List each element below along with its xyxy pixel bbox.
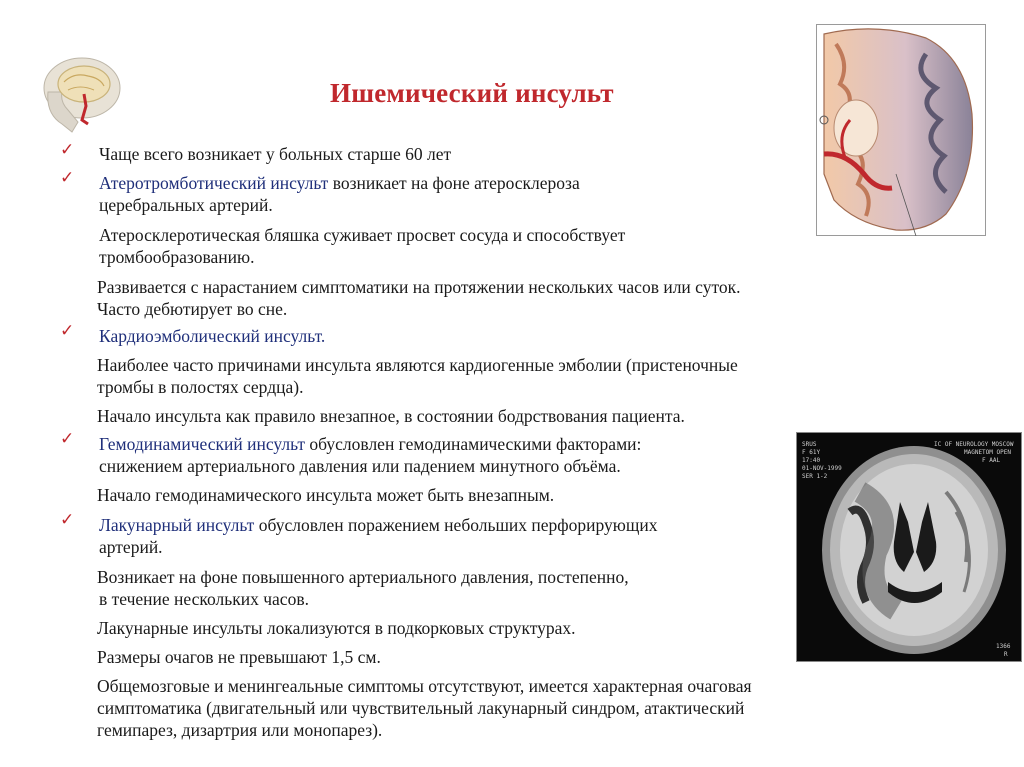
bullet-text [99, 325, 325, 347]
bullet-text-rest: обусловлен поражением небольших перфорирующих [254, 515, 658, 535]
paragraph-text: Наиболее часто причинами инсульта являются кардиогенные эмболии (пристеночные [97, 355, 738, 375]
paragraph-text: Начало инсульта как правило внезапное, в состоянии бодрствования пациента. [97, 406, 685, 426]
stroke-type-term: Кардиоэмболический инсульт. [99, 326, 326, 346]
paragraph-text: Размеры очагов не превышают 1,5 см. [97, 647, 381, 667]
paragraph-text: Начало гемодинамического инсульта может быть внезапным. [97, 485, 555, 505]
svg-text:01-NOV-1999: 01-NOV-1999 [802, 465, 842, 472]
checkmark-icon: ✓ [60, 321, 75, 341]
brain-section-diagram-icon [816, 24, 986, 236]
paragraph-text: гемипарез, дизартрия или монопарез). [97, 720, 383, 740]
paragraph-text: Общемозговые и менингеальные симптомы отсутствуют, имеется характерная очаговая [97, 676, 752, 696]
bullet-text: снижением артериального давления или падением минутного объёма. [99, 456, 621, 476]
bullet-text: артерий. [99, 537, 163, 557]
paragraph-text: Часто дебютирует во сне. [97, 299, 288, 319]
paragraph-text: симптоматика (двигательный или чувствительный лакунарный синдром, атактический [97, 698, 745, 718]
bullet-text [99, 172, 580, 194]
svg-text:R: R [1004, 651, 1008, 658]
stroke-type-term: Гемодинамический инсульт [99, 434, 306, 454]
checkmark-icon: ✓ [60, 140, 75, 160]
paragraph-text: Возникает на фоне повышенного артериального давления, постепенно, [97, 567, 629, 587]
paragraph-text: Развивается с нарастанием симптоматики на протяжении нескольких часов или суток. [97, 277, 741, 297]
svg-text:F 61Y: F 61Y [802, 449, 821, 456]
svg-text:MAGNETOM OPEN: MAGNETOM OPEN [964, 449, 1011, 456]
bullet-text [99, 433, 641, 455]
checkmark-icon: ✓ [60, 429, 75, 449]
checkmark-icon: ✓ [60, 168, 75, 188]
bullet-text-rest: возникает на фоне атеросклероза [328, 173, 580, 193]
svg-text:F AAL: F AAL [982, 457, 1001, 464]
svg-text:SRUS: SRUS [802, 441, 817, 448]
bullet-text [99, 514, 657, 536]
paragraph-text: Атеросклеротическая бляшка суживает просвет сосуда и способствует [99, 225, 626, 245]
svg-text:17:40: 17:40 [802, 457, 821, 464]
bullet-text: Чаще всего возникает у больных старше 60 лет [99, 144, 452, 164]
svg-text:SER 1-2: SER 1-2 [802, 473, 828, 480]
slide-title: Ишемический инсульт [330, 78, 614, 108]
paragraph-text: тромбообразованию. [99, 247, 255, 267]
svg-text:IC OF NEUROLOGY MOSCOW: IC OF NEUROLOGY MOSCOW [934, 441, 1014, 448]
stroke-type-term: Атеротромботический инсульт [99, 173, 329, 193]
mri-scan-image-icon [796, 432, 1022, 662]
checkmark-icon: ✓ [60, 510, 75, 530]
stroke-type-term: Лакунарный инсульт [99, 515, 255, 535]
bullet-text: церебральных артерий. [99, 195, 273, 215]
skull-brain-thumbnail-icon [38, 52, 124, 136]
paragraph-text: тромбы в полостях сердца). [97, 377, 304, 397]
svg-text:1366: 1366 [996, 643, 1011, 650]
bullet-text-rest: обусловлен гемодинамическими факторами: [305, 434, 642, 454]
paragraph-text: в течение нескольких часов. [99, 589, 309, 609]
paragraph-text: Лакунарные инсульты локализуются в подкорковых структурах. [97, 618, 576, 638]
